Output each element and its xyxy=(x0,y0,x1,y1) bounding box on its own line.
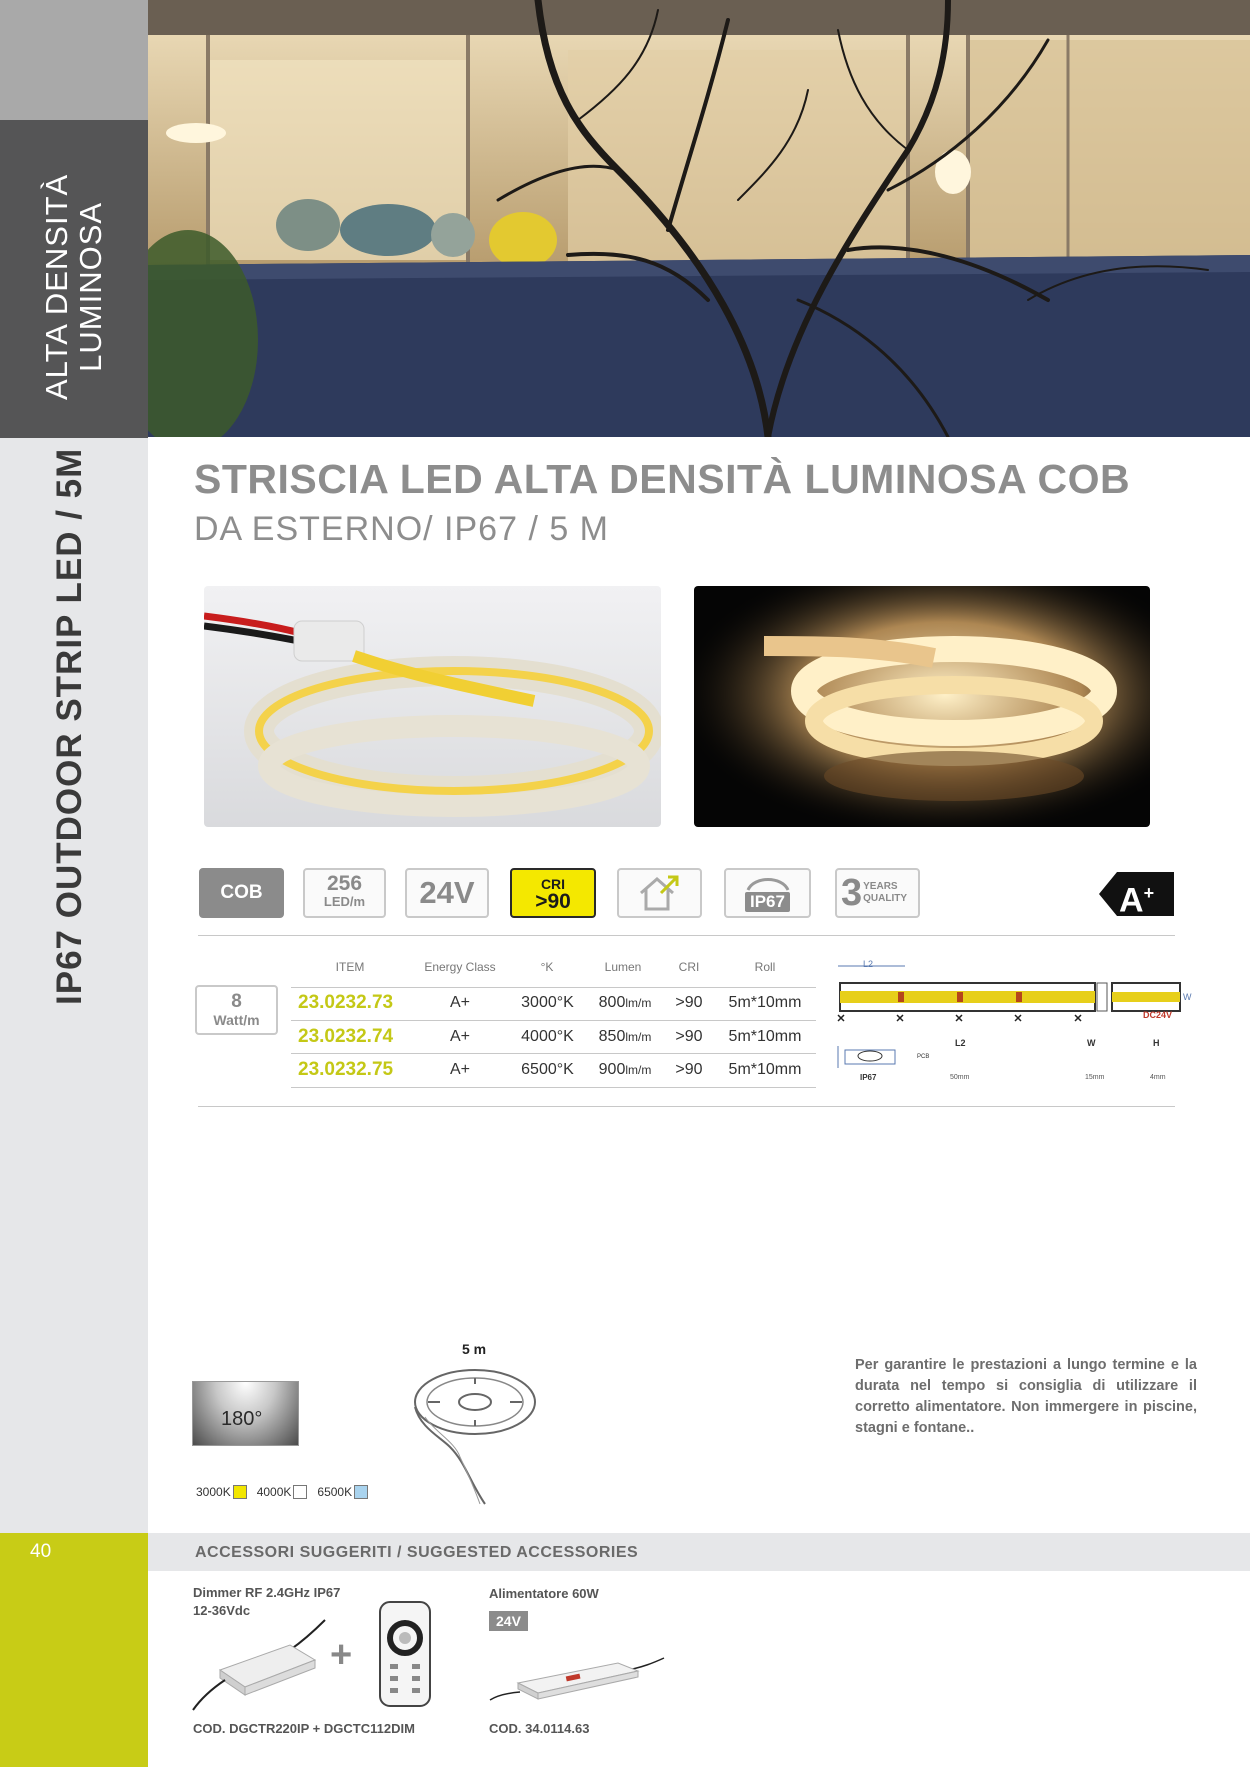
outdoor-house-icon xyxy=(637,873,683,913)
sidebar-page-block xyxy=(0,1533,148,1767)
table-row-kelvin: 4000°K xyxy=(521,1028,574,1045)
table-row-lumen: 850 xyxy=(598,1028,626,1045)
diagram-val-l2: 50mm xyxy=(950,1074,970,1081)
psu-voltage-badge: 24V xyxy=(489,1611,528,1631)
diagram-col-h: H xyxy=(1153,1038,1160,1048)
dimmer-spec-line: 12-36Vdc xyxy=(193,1603,251,1618)
table-row-lumen-unit: lm/m xyxy=(625,1063,652,1077)
table-row-lumen: 800 xyxy=(598,994,626,1011)
table-row-item-code: 23.0232.73 xyxy=(298,992,394,1013)
table-row-item-code: 23.0232.75 xyxy=(298,1059,394,1080)
diagram-col-w: W xyxy=(1087,1038,1096,1048)
badge-years-number: 3 xyxy=(841,872,863,914)
hero-photo xyxy=(148,0,1250,437)
water-drop-icon xyxy=(744,872,792,892)
product-subtitle: DA ESTERNO/ IP67 / 5 M xyxy=(194,510,610,548)
table-row-lumen-unit: lm/m xyxy=(625,1030,652,1044)
section-title: IP67 OUTDOOR STRIP LED / 5M xyxy=(50,447,89,1005)
temp-label-6500k: 6500K xyxy=(317,1485,353,1499)
led-strip-off-illustration xyxy=(204,586,661,827)
col-header-kelvin: °K xyxy=(540,960,554,974)
diagram-l2-label: L2 xyxy=(863,959,874,969)
table-row-energy: A+ xyxy=(449,1028,470,1045)
sidebar-top-block xyxy=(0,0,148,120)
badge-outdoor xyxy=(617,868,702,918)
diagram-col-l2: L2 xyxy=(955,1038,966,1048)
energy-class-badge xyxy=(1099,872,1174,920)
table-row-kelvin: 6500°K xyxy=(521,1061,574,1078)
table-row-lumen-unit: lm/m xyxy=(625,996,652,1010)
badge-cri-label: CRI xyxy=(540,876,566,892)
psu-name: Alimentatore 60W xyxy=(489,1586,599,1601)
table-bottom-rule xyxy=(198,1106,1175,1107)
table-rule xyxy=(291,987,816,988)
remote-control-image xyxy=(378,1600,432,1708)
table-rule xyxy=(291,1087,816,1088)
badge-cri xyxy=(510,868,596,918)
temp-swatch-4000k xyxy=(293,1485,307,1499)
power-supply-image xyxy=(488,1655,668,1705)
product-title: STRISCIA LED ALTA DENSITÀ LUMINOSA COB xyxy=(194,456,1131,502)
diagram-ip-label: IP67 xyxy=(860,1073,877,1082)
product-photo-off xyxy=(204,586,661,827)
energy-class-plus: + xyxy=(1143,883,1155,903)
badge-cob-label: COB xyxy=(220,882,263,903)
badge-led-density xyxy=(303,868,386,918)
temp-label-3000k: 3000K xyxy=(196,1485,231,1499)
dimmer-receiver-image xyxy=(190,1615,330,1715)
page-number: 40 xyxy=(30,1541,52,1562)
table-row-cri: >90 xyxy=(675,1061,703,1078)
badge-years-label: YEARS xyxy=(863,881,898,892)
table-row-cri: >90 xyxy=(675,994,703,1011)
roll-length-label: 5 m xyxy=(462,1341,487,1357)
diagram-top-view xyxy=(838,959,1192,1021)
category-title-line1: ALTA DENSITÀ xyxy=(39,173,74,400)
diagram-w-mark: W xyxy=(1183,992,1192,1002)
badge-led-count: 256 xyxy=(326,872,363,895)
col-header-energy: Energy Class xyxy=(424,960,496,974)
table-row-energy: A+ xyxy=(449,1061,470,1078)
diagram-val-h: 4mm xyxy=(1150,1074,1166,1081)
energy-class-letter: A xyxy=(1119,881,1144,920)
diagram-dc-label: DC24V xyxy=(1143,1010,1173,1020)
category-title xyxy=(40,174,108,400)
temp-swatch-6500k xyxy=(354,1485,368,1499)
table-row-roll: 5m*10mm xyxy=(728,1061,802,1078)
table-row-roll: 5m*10mm xyxy=(728,1028,802,1045)
table-rule xyxy=(291,1053,816,1054)
hero-building-illustration xyxy=(148,0,1250,437)
category-title-line2: LUMINOSA xyxy=(73,201,108,372)
badge-led-unit: LED/m xyxy=(323,894,366,909)
power-value: 8 xyxy=(231,991,242,1012)
table-row-kelvin: 3000°K xyxy=(521,994,574,1011)
product-photo-on xyxy=(694,586,1150,827)
badge-quality-label: QUALITY xyxy=(863,893,908,904)
temp-label-4000k: 4000K xyxy=(256,1485,292,1499)
led-strip-on-illustration xyxy=(694,586,1150,827)
table-row-roll: 5m*10mm xyxy=(728,994,802,1011)
col-header-item: ITEM xyxy=(335,960,365,974)
col-header-cri: CRI xyxy=(678,960,700,974)
accessories-title: ACCESSORI SUGGERITI / SUGGESTED ACCESSORIES xyxy=(195,1544,639,1561)
power-unit: Watt/m xyxy=(213,1012,260,1028)
power-badge xyxy=(195,985,278,1035)
badge-ip67 xyxy=(724,868,811,918)
badge-cob xyxy=(199,868,284,918)
temp-swatch-3000k xyxy=(233,1485,247,1499)
badge-voltage-label: 24V xyxy=(419,875,475,910)
installation-note: Per garantire le prestazioni a lungo termine e la durata nel tempo si consiglia di utilizzare il corretto alimentatore. Non immergere in piscine, stagni e fontane.. xyxy=(855,1357,1197,1436)
table-rule xyxy=(291,1020,816,1021)
table-row-item-code: 23.0232.74 xyxy=(298,1026,394,1047)
badge-cri-value: >90 xyxy=(535,890,571,913)
badge-voltage xyxy=(405,868,489,918)
psu-code: COD. 34.0114.63 xyxy=(489,1721,590,1736)
beam-angle-box xyxy=(192,1381,299,1446)
diagram-val-w: 15mm xyxy=(1085,1074,1105,1081)
dimmer-name-line: Dimmer RF 2.4GHz IP67 xyxy=(193,1585,341,1600)
table-row-lumen: 900 xyxy=(598,1061,626,1078)
beam-angle-value: 180° xyxy=(221,1408,263,1430)
col-header-lumen: Lumen xyxy=(604,960,642,974)
table-row-energy: A+ xyxy=(449,994,470,1011)
diagram-pcb-label: PCB xyxy=(917,1054,930,1060)
diagram-section-view xyxy=(838,1038,1166,1082)
strip-dimension-diagram xyxy=(835,958,1195,1093)
led-roll-icon xyxy=(410,1362,545,1510)
col-header-roll: Roll xyxy=(754,960,776,974)
plus-sign: + xyxy=(330,1634,353,1676)
badge-ip-label: IP67 xyxy=(745,892,790,912)
dimmer-code: COD. DGCTR220IP + DGCTC112DIM xyxy=(193,1721,415,1736)
color-temperature-legend xyxy=(196,1485,368,1499)
badge-warranty xyxy=(835,868,920,918)
table-top-rule xyxy=(198,935,1175,936)
table-row-cri: >90 xyxy=(675,1028,703,1045)
